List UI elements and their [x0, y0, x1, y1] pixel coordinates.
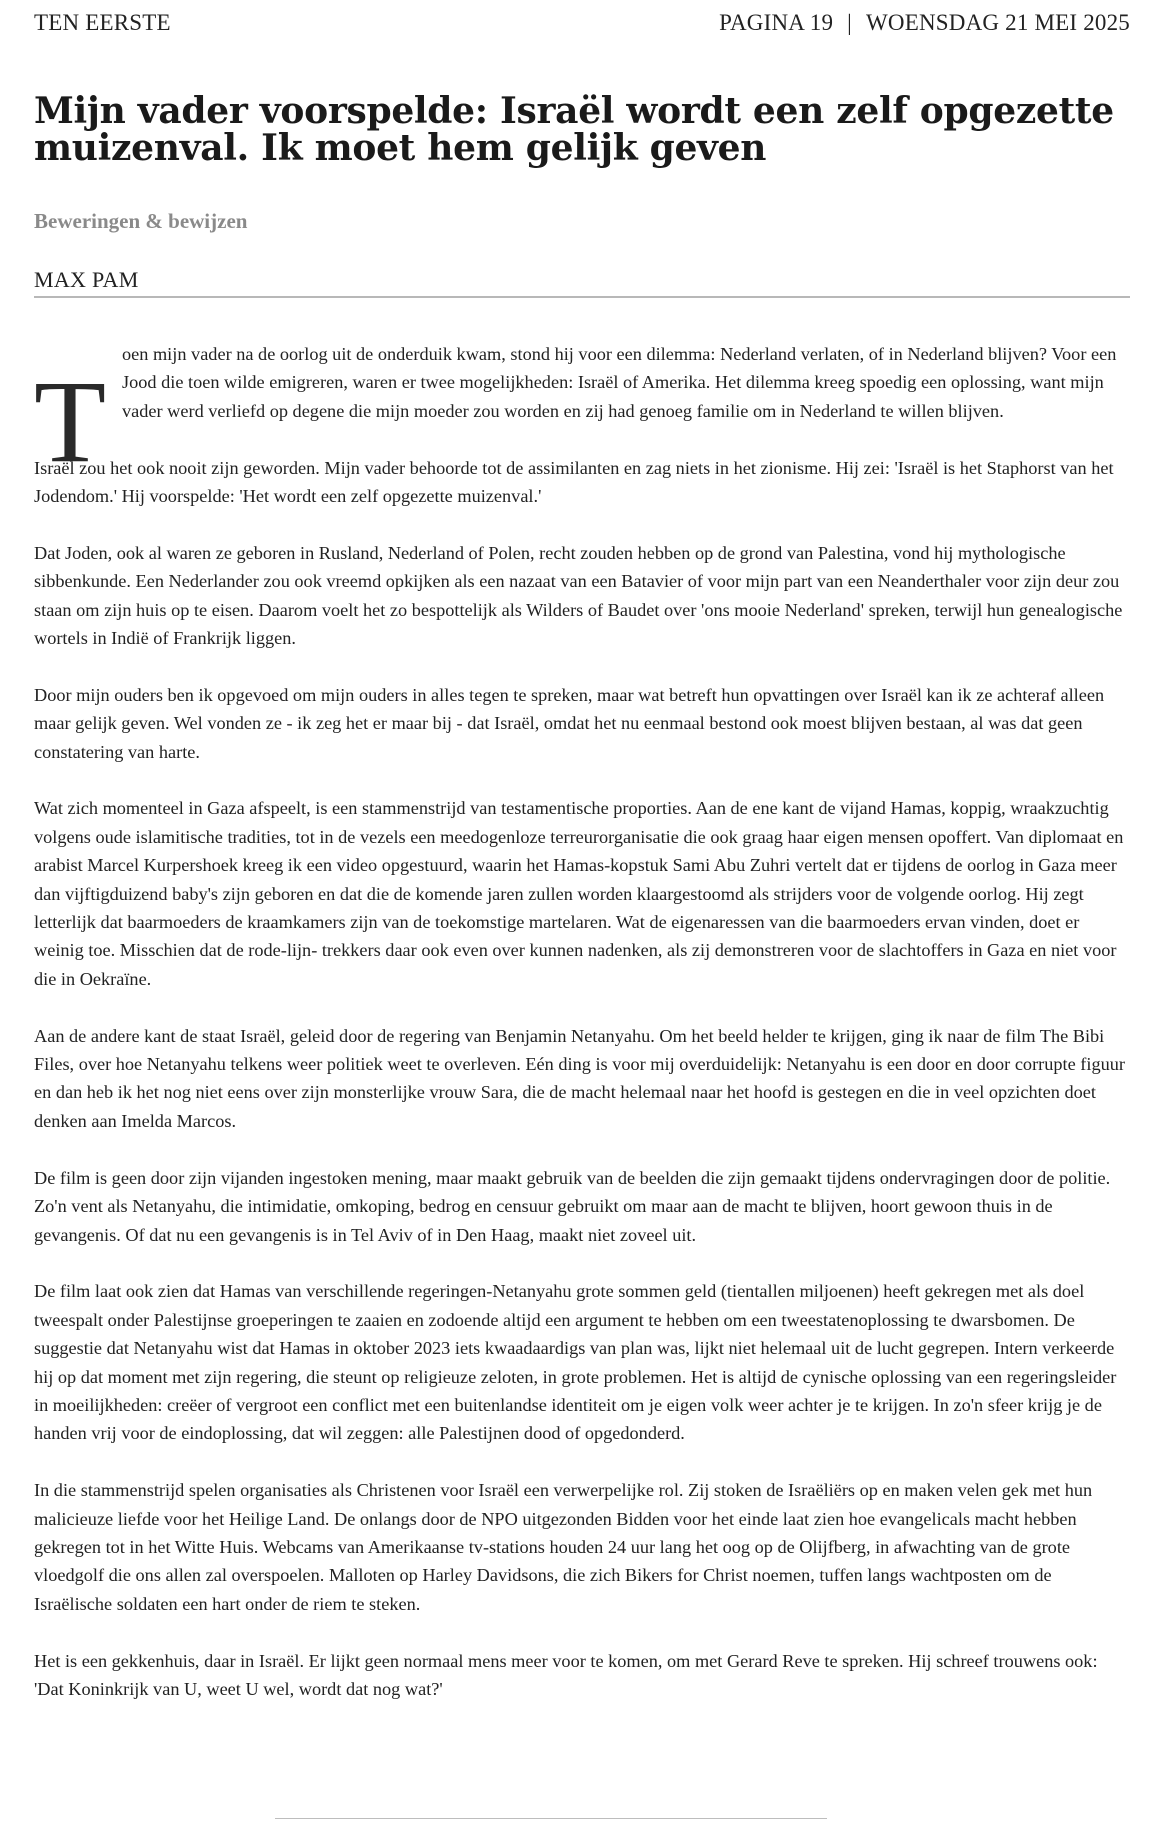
- footer-divider: [275, 1818, 827, 1819]
- paragraph: Dat Joden, ook al waren ze geboren in Rusland, Nederland of Polen, recht zouden hebben op de grond van Palestina, vond hij mythologische sibbenkunde. Een Nederlander zou ook vreemd opkijken als een nazaat van een Batavier of voor mijn part van een Neanderthaler voor zijn deur zou staan om zijn huis op te eisen. Daarom voelt het zo bespottelijk als Wilders of Baudet over 'ons mooie Nederland' spreken, terwijl hun genealogische wortels in Indië of Frankrijk liggen.: [34, 542, 1123, 649]
- paragraph: Israël zou het ook nooit zijn geworden. Mijn vader behoorde tot de assimilanten en zag niets in het zionisme. Hij zei: 'Israël is het Staphorst van het Jodendom.' Hij voorspelde: 'Het wordt een zelf opgezette muizenval.': [34, 457, 1114, 507]
- publication-date: WOENSDAG 21 MEI 2025: [865, 10, 1130, 35]
- drop-cap: T: [34, 356, 107, 487]
- paragraph: In die stammenstrijd spelen organisaties als Christenen voor Israël een verwerpelijke rol. Zij stoken de Israëliërs op en maken velen gek met hun malicieuze liefde voor het Heilige Land. De onlangs door de NPO uitgezonden Bidden voor het einde laat zien hoe evangelicals macht hebben gekregen tot in het Witte Huis. Webcams van Amerikaanse tv-stations houden 24 uur lang het oog op de Olijfberg, in afwachting van de grote vloedgolf die ons allen zal overspoelen. Malloten op Harley Davidsons, die zich Bikers for Christ noemen, tuffen langs wachtposten om de Israëlische soldaten een hart onder de riem te steken.: [34, 1480, 1093, 1614]
- byline-divider: [34, 296, 1130, 298]
- paragraph: De film is geen door zijn vijanden ingestoken mening, maar maakt gebruik van de beelden die zijn gemaakt tijdens ondervragingen door de politie. Zo'n vent als Netanyahu, die intimidatie, omkoping, bedrog en censuur gebruikt om maar aan de macht te blijven, hoort gewoon thuis in de gevangenis. Of dat nu een gevangenis is in Tel Aviv of in Den Haag, maakt niet zoveel uit.: [34, 1167, 1111, 1245]
- page-number: PAGINA 19: [719, 10, 834, 35]
- intro-paragraph: oen mijn vader na de oorlog uit de onderduik kwam, stond hij voor een dilemma: Nederland verlaten, of in Nederland blijven? Voor een Jood die toen wilde emigreren, waren er twee mogelijkheden: Israël of Amerika. Het dilemma kreeg spoedig een oplossing, want mijn vader werd verliefd op degene die mijn moeder zou worden en zij had genoeg familie om in Nederland te willen blijven.: [122, 344, 1117, 421]
- paragraph: Het is een gekkenhuis, daar in Israël. Er lijkt geen normaal mens meer voor te komen, om met Gerard Reve te spreken. Hij schreef trouwens ook: 'Dat Koninkrijk van U, weet U wel, wordt dat nog wat?': [34, 1650, 1098, 1699]
- page-header: [34, 0, 1130, 50]
- paragraph: De film laat ook zien dat Hamas van verschillende regeringen-Netanyahu grote sommen geld (tientallen miljoenen) heeft gekregen met als doel tweespalt onder Palestijnse groeperingen te zaaien en zodoende altijd een argument te hebben om een tweestatenoplossing te dwarsbomen. De suggestie dat Netanyahu wist dat Hamas in oktober 2023 iets kwaadaardigs van plan was, lijkt niet helemaal uit de lucht gegrepen. Intern verkeerde hij op dat moment met zijn regering, die steunt op religieuze zeloten, in grote problemen. Het is altijd de cynische oplossing van een regeringsleider in moeilijkheden: creëer of vergroot een conflict met een buitenlandse identiteit om je eigen volk weer achter je te krijgen. In zo'n sfeer krijg je de handen vrij voor de eindoplossing, dat wil zeggen: alle Palestijnen dood of opgedonderd.: [34, 1281, 1117, 1444]
- section-label: TEN EERSTE: [34, 10, 171, 35]
- article-body: [34, 340, 1130, 1732]
- paragraph: Wat zich momenteel in Gaza afspeelt, is een stammenstrijd van testamentische proporties. Aan de ene kant de vijand Hamas, koppig, wraakzuchtig volgens oude islamitische tradities, tot in de vezels een meedogenloze terreurorganisatie die ook graag haar eigen mensen opoffert. Van diplomaat en arabist Marcel Kurpershoek kreeg ik een video opgestuurd, waarin het Hamas-kopstuk Sami Abu Zuhri vertelt dat er tijdens de oorlog in Gaza meer dan vijftigduizend baby's zijn geboren en dat die de komende jaren zullen worden klaargestoomd als strijders voor de volgende oorlog. Hij zegt letterlijk dat baarmoeders de kraamkamers zijn van de toekomstige martelaren. Wat de eigenaressen van die baarmoeders ervan vinden, doet er weinig toe. Misschien dat de rode-lijn- trekkers daar ook even over kunnen nadenken, als zij demonstreren voor de slachtoffers in Gaza en niet voor die in Oekraïne.: [34, 798, 1124, 989]
- article-section: Beweringen & bewijzen: [34, 209, 248, 233]
- paragraph: Door mijn ouders ben ik opgevoed om mijn ouders in alles tegen te spreken, maar wat betreft hun opvattingen over Israël kan ik ze achteraf alleen maar gelijk geven. Wel vonden ze - ik zeg het er maar bij - dat Israël, omdat het nu eenmaal bestond ook moest blijven bestaan, al was dat geen constatering van harte.: [34, 684, 1105, 762]
- article-author: MAX PAM: [34, 267, 139, 292]
- header-separator: |: [847, 10, 852, 35]
- paragraph: Aan de andere kant de staat Israël, geleid door de regering van Benjamin Netanyahu. Om het beeld helder te krijgen, ging ik naar de film The Bibi Files, over hoe Netanyahu telkens weer politiek weet te overleven. Eén ding is voor mij overduidelijk: Netanyahu is een door en door corrupte figuur en dan heb ik het nog niet eens over zijn monsterlijke vrouw Sara, die de macht helemaal naar het hoofd is gestegen en die in veel opzichten doet denken aan Imelda Marcos.: [34, 1025, 1125, 1131]
- article-headline: Mijn vader voorspelde: Israël wordt een zelf opgezette muizenval. Ik moet hem gelijk geven: [34, 90, 1114, 169]
- newspaper-page: [34, 0, 1130, 1699]
- page-info: [719, 10, 1130, 36]
